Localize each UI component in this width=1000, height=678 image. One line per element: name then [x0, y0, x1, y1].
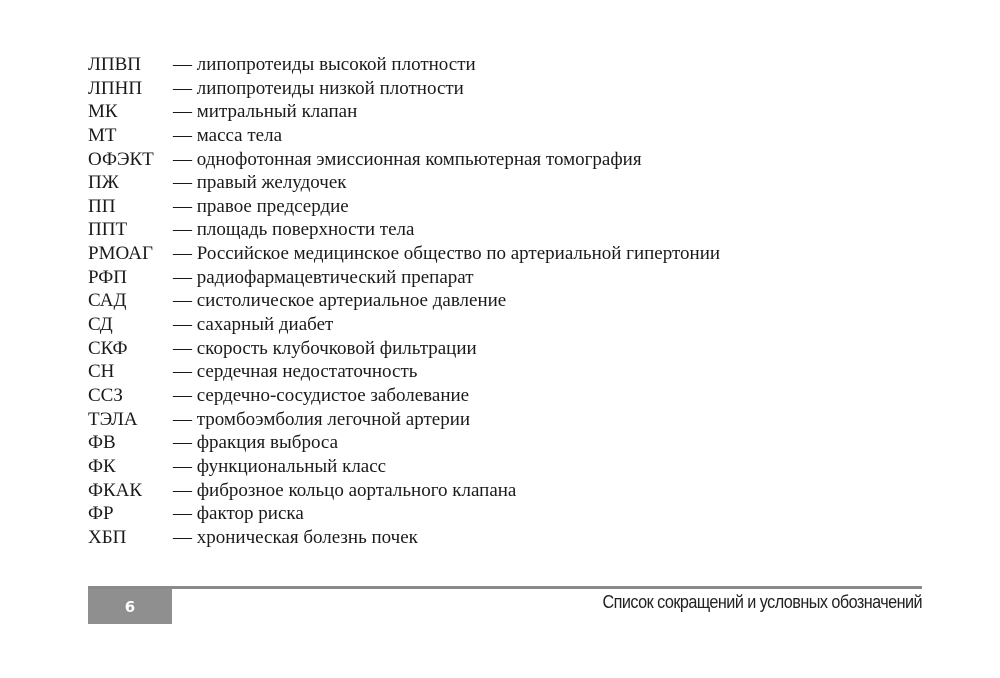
abbreviation-row — [88, 148, 908, 172]
abbreviation-definition: — митральный клапан — [173, 101, 358, 123]
abbreviation-term: ССЗ — [88, 384, 123, 406]
abbreviation-row — [88, 526, 908, 550]
running-title: Список сокращений и условных обозначений — [602, 592, 922, 612]
abbreviation-definition: — липопротеиды высокой плотности — [173, 54, 476, 75]
abbreviation-row — [88, 408, 908, 432]
abbreviation-row — [88, 218, 908, 242]
abbreviation-row — [88, 502, 908, 526]
abbreviation-row — [88, 337, 908, 361]
abbreviation-definition: — скорость клубочковой фильтрации — [173, 337, 477, 359]
abbreviation-term: ФР — [88, 503, 114, 525]
abbreviation-term: ПП — [88, 195, 116, 217]
page-number-badge — [88, 589, 172, 624]
abbreviation-row — [88, 171, 908, 195]
abbreviation-row — [88, 195, 908, 219]
abbreviation-row — [88, 455, 908, 479]
abbreviation-list — [88, 53, 908, 549]
abbreviation-row — [88, 431, 908, 455]
abbreviation-row — [88, 266, 908, 290]
abbreviation-definition: — площадь поверхности тела — [173, 219, 415, 241]
page-number: 6 — [124, 597, 136, 616]
abbreviation-row — [88, 479, 908, 503]
abbreviation-row — [88, 384, 908, 408]
abbreviation-definition: — правый желудочек — [173, 172, 347, 194]
footer-divider — [88, 586, 922, 589]
abbreviation-row — [88, 77, 908, 101]
abbreviation-definition: — Российское медицинское общество по артериальной гипертонии — [173, 243, 721, 265]
abbreviation-term: САД — [88, 290, 127, 312]
abbreviation-term: РФП — [88, 266, 127, 288]
abbreviation-definition: — фракция выброса — [173, 432, 339, 454]
abbreviation-definition: — масса тела — [173, 124, 283, 146]
abbreviation-definition: — фиброзное кольцо аортального клапана — [173, 479, 517, 501]
abbreviation-definition: — однофотонная эмиссионная компьютерная томография — [173, 148, 642, 170]
abbreviation-row — [88, 124, 908, 148]
abbreviation-definition: — радиофармацевтический препарат — [173, 266, 474, 288]
abbreviation-definition: — липопротеиды низкой плотности — [173, 77, 464, 99]
abbreviation-term: ТЭЛА — [88, 408, 138, 430]
abbreviation-row — [88, 360, 908, 384]
abbreviation-term: ФК — [88, 455, 116, 477]
abbreviation-row — [88, 313, 908, 337]
abbreviation-term: ФВ — [88, 432, 116, 454]
abbreviation-definition: — систолическое артериальное давление — [173, 290, 507, 312]
abbreviation-definition: — правое предсердие — [173, 195, 349, 217]
abbreviation-definition: — сердечно-сосудистое заболевание — [173, 384, 470, 406]
abbreviation-term: ППТ — [88, 219, 128, 241]
abbreviation-term: ЛПНП — [88, 77, 143, 99]
abbreviation-definition: — сахарный диабет — [173, 314, 334, 336]
abbreviation-row — [88, 242, 908, 266]
abbreviation-term: ФКАК — [88, 479, 143, 501]
abbreviation-row — [88, 53, 908, 77]
abbreviation-definition: — функциональный класс — [173, 455, 387, 477]
abbreviation-term: РМОАГ — [88, 243, 153, 265]
abbreviation-term: МТ — [88, 124, 117, 146]
abbreviation-definition: — хроническая болезнь почек — [173, 526, 418, 548]
abbreviation-definition: — сердечная недостаточность — [173, 361, 418, 383]
abbreviation-definition: — фактор риска — [173, 503, 304, 525]
abbreviation-term: СД — [88, 314, 113, 336]
abbreviation-term: ПЖ — [88, 172, 119, 194]
abbreviation-term: ХБП — [88, 526, 127, 548]
abbreviation-term: ЛПВП — [88, 54, 142, 75]
abbreviation-term: СН — [88, 361, 115, 383]
abbreviation-term: МК — [88, 101, 118, 123]
abbreviation-row — [88, 100, 908, 124]
abbreviation-row — [88, 289, 908, 313]
abbreviation-term: ОФЭКТ — [88, 148, 154, 170]
abbreviation-term: СКФ — [88, 337, 128, 359]
abbreviation-definition: — тромбоэмболия легочной артерии — [173, 408, 471, 430]
